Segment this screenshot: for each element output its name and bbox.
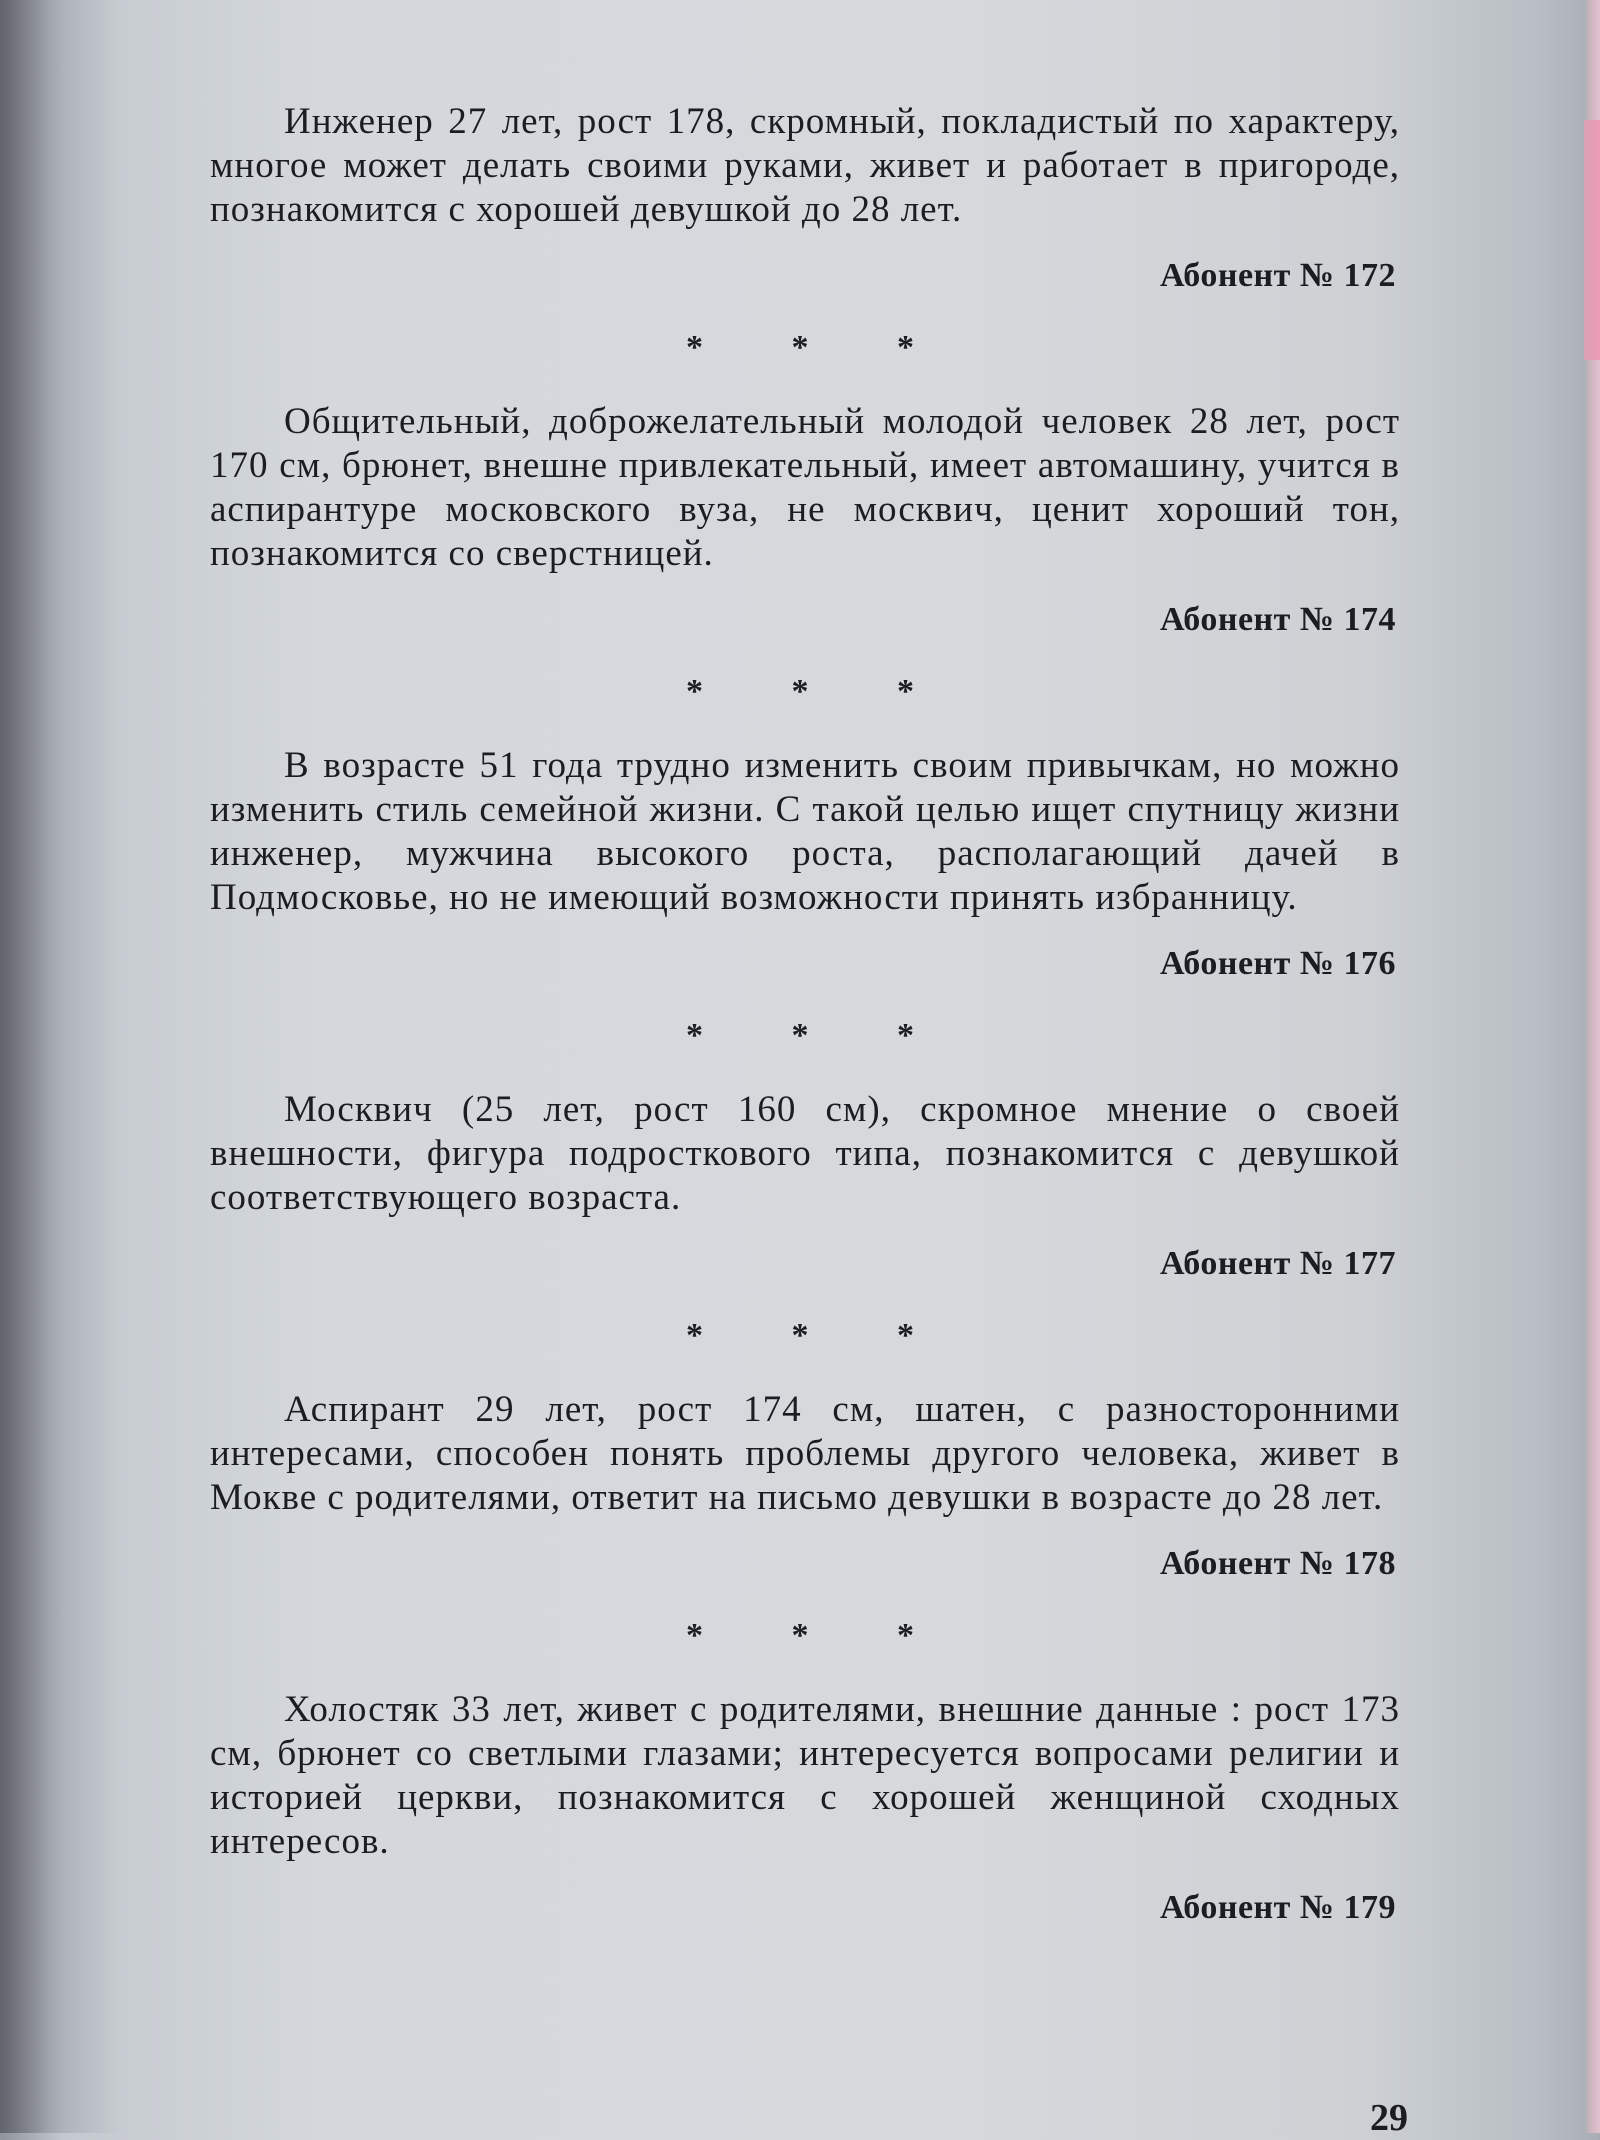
separator: * * * [686,673,954,710]
page-number: 29 [1370,2097,1408,2139]
subscriber-number: Абонент № 179 [1159,1889,1396,1926]
subscriber-number: Абонент № 174 [1159,601,1396,638]
entry-177 [210,1088,1400,1284]
entry-text: Аспирант 29 лет, рост 174 см, шатен, с разносторонними интересами, способен понять проблемы другого человека, живет в Мокве с родителями, ответит на письмо девушки в возрасте до 28 лет. [210,1389,1400,1518]
separator: * * * [686,1617,954,1654]
entry-172 [210,100,1400,296]
entry-text: В возрасте 51 года трудно изменить своим привычкам, но можно изменить стиль семейной жизни. С такой целью ищет спутницу жизни инженер, мужчина высокого роста, располагающий дачей в Подмосковье, но не имеющий возможности принять избранницу. [210,745,1400,918]
bookmark-edge [1584,120,1600,360]
separator: * * * [686,1317,954,1354]
subscriber-number: Абонент № 172 [1159,257,1396,294]
separator: * * * [686,1017,954,1054]
entry-text: Москвич (25 лет, рост 160 см), скромное мнение о своей внешности, фигура подросткового типа, познакомится с девушкой соответствующего возраста. [210,1089,1400,1218]
subscriber-number: Абонент № 177 [1159,1245,1396,1282]
entry-text: Инженер 27 лет, рост 178, скромный, покладистый по характеру, многое может делать своими руками, живет и работает в пригороде, познакомится с хорошей девушкой до 28 лет. [210,101,1400,230]
entry-176 [210,744,1400,984]
separator: * * * [686,329,954,366]
book-page [210,100,1400,1928]
entry-178 [210,1388,1400,1584]
entry-179 [210,1688,1400,1928]
subscriber-number: Абонент № 176 [1159,945,1396,982]
entry-text: Холостяк 33 лет, живет с родителями, внешние данные : рост 173 см, брюнет со светлыми глазами; интересуется вопросами религии и историей церкви, познакомится с хорошей женщиной сходных интересов. [210,1689,1400,1862]
entry-174 [210,400,1400,640]
page-shadow [0,0,120,2133]
entry-text: Общительный, доброжелательный молодой человек 28 лет, рост 170 см, брюнет, внешне привлекательный, имеет автомашину, учится в аспирантуре московского вуза, не москвич, ценит хороший тон, познакомится со сверстницей. [210,401,1400,574]
subscriber-number: Абонент № 178 [1159,1545,1396,1582]
